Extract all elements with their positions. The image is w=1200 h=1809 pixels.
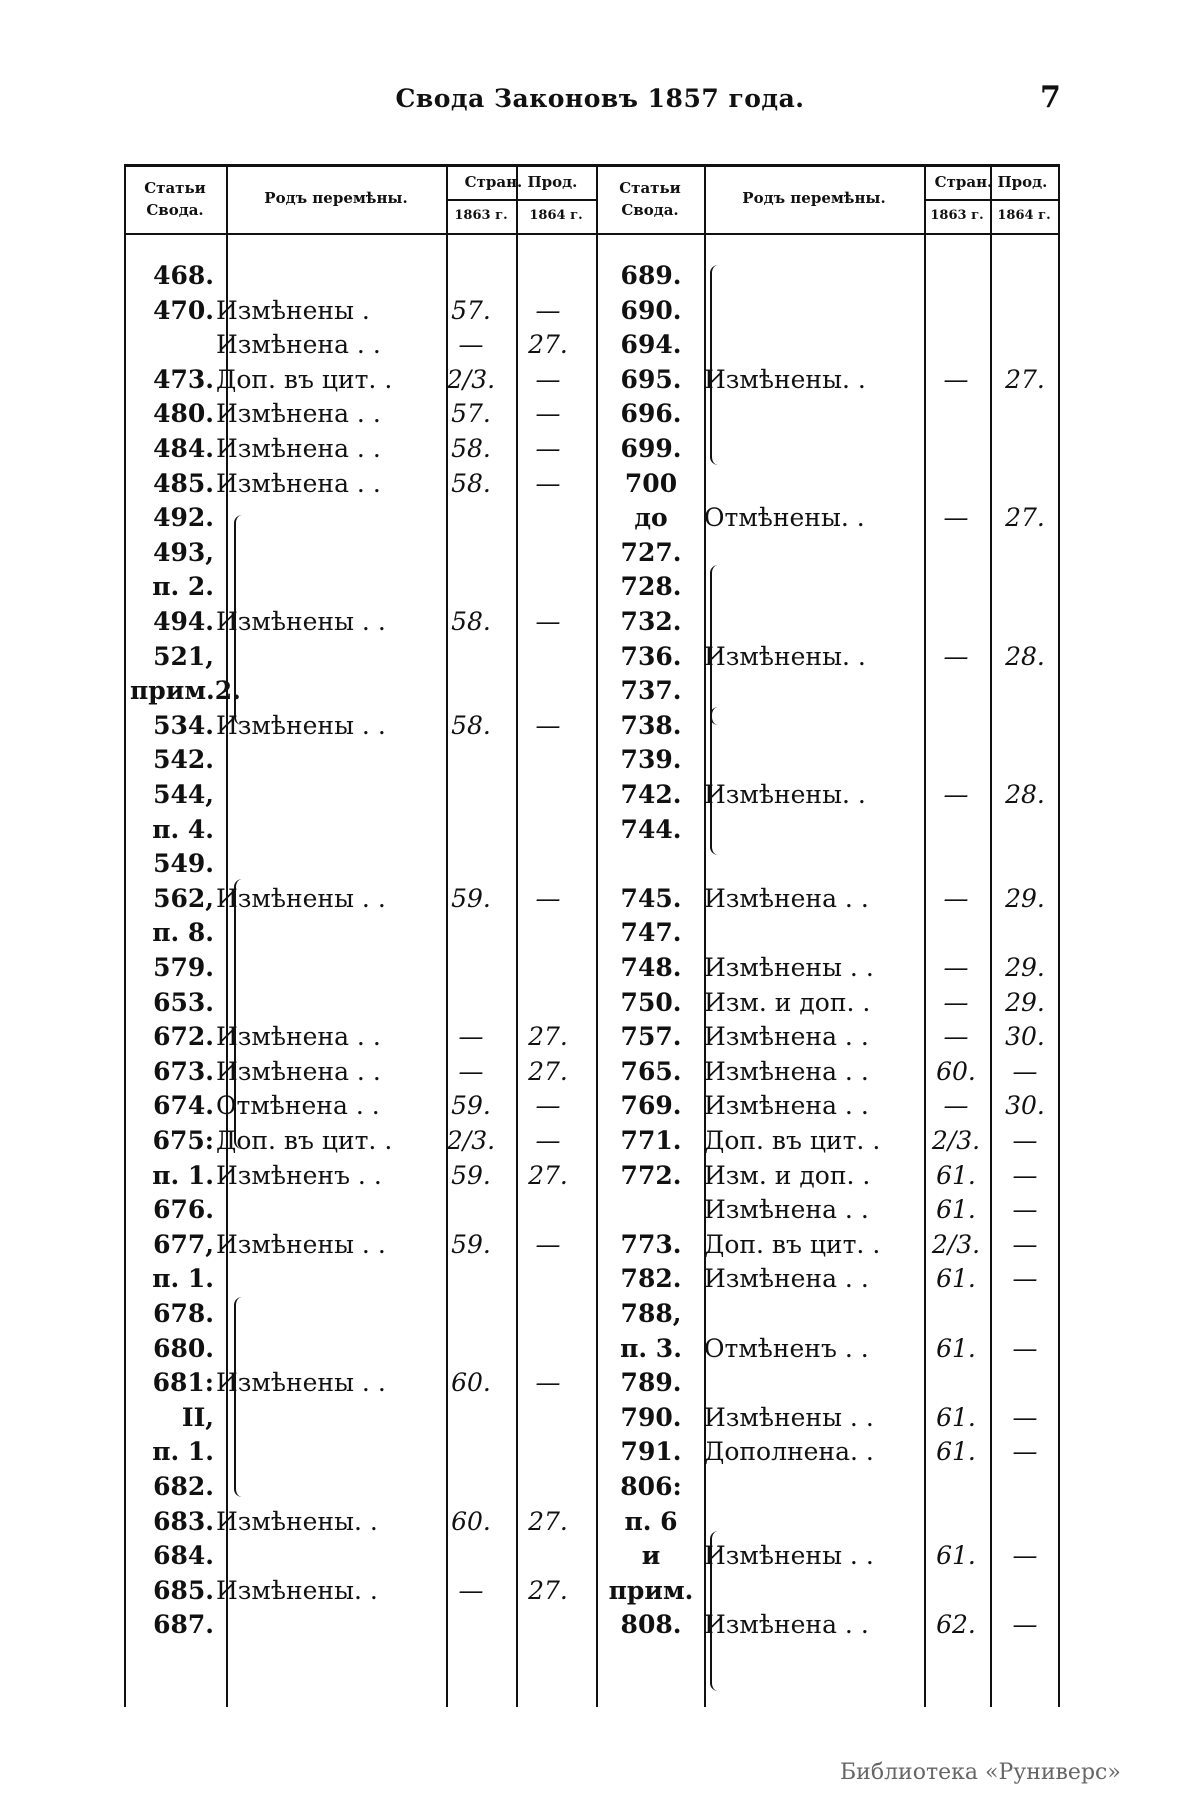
article-number-right: 690. bbox=[620, 295, 682, 325]
article-number-right: 773. bbox=[620, 1229, 682, 1259]
article-number-left: 685. bbox=[153, 1575, 214, 1605]
page-1863-right: 2/3. bbox=[931, 1126, 981, 1155]
table-row bbox=[124, 363, 1060, 397]
article-number-left: 684. bbox=[153, 1541, 214, 1571]
page-1864-right: 29. bbox=[1005, 987, 1045, 1017]
article-number-left: 480. bbox=[153, 399, 214, 429]
change-kind-left: Измѣнены. . bbox=[216, 1575, 378, 1605]
article-number-right: 806: bbox=[620, 1472, 682, 1501]
page-1863-right: 61. bbox=[936, 1437, 976, 1467]
page-1863-left: — bbox=[458, 1056, 484, 1086]
table-row bbox=[124, 1262, 1060, 1296]
article-number-right: 782. bbox=[620, 1264, 682, 1294]
page-number: 7 bbox=[1040, 80, 1061, 115]
article-number-left: 674. bbox=[153, 1091, 214, 1121]
article-number-left: 677, bbox=[153, 1229, 214, 1259]
page-1863-right: — bbox=[943, 503, 969, 533]
change-kind-right: Измѣнены. . bbox=[704, 641, 866, 671]
article-number-left: 468. bbox=[153, 261, 214, 290]
change-kind-left: Измѣнены . . bbox=[216, 607, 386, 636]
article-number-left: п. 8. bbox=[152, 918, 214, 948]
article-number-left: 579. bbox=[153, 953, 214, 982]
page-1864-right: — bbox=[1012, 1333, 1038, 1363]
article-number-right: 739. bbox=[620, 745, 682, 775]
article-number-right: 700 bbox=[624, 468, 678, 498]
article-number-left: 687. bbox=[153, 1610, 214, 1640]
article-number-left: 683. bbox=[153, 1506, 214, 1536]
article-number-right: 771. bbox=[620, 1126, 682, 1155]
article-number-right: 699. bbox=[620, 434, 682, 463]
page-1864-right: 28. bbox=[1005, 641, 1045, 671]
page-1863-right: — bbox=[943, 1022, 969, 1052]
article-number-right: п. 6 bbox=[624, 1506, 678, 1536]
page-1864-right: 29. bbox=[1005, 953, 1045, 982]
page-1864-right: 30. bbox=[1005, 1022, 1045, 1052]
article-number-right: 791. bbox=[620, 1437, 682, 1467]
page-1863-left: 59. bbox=[451, 883, 491, 913]
change-kind-left: Измѣненъ . . bbox=[216, 1160, 382, 1190]
change-kind-right: Измѣнена . . bbox=[704, 883, 869, 913]
page-1863-left: 57. bbox=[451, 295, 491, 325]
table-row bbox=[124, 1366, 1060, 1400]
page-1864-left: 27. bbox=[528, 1575, 568, 1605]
table-row bbox=[124, 1470, 1060, 1504]
change-kind-right: Изм. и доп. . bbox=[704, 1160, 871, 1190]
article-number-right: 738. bbox=[620, 710, 682, 740]
change-kind-left: Измѣнена . . bbox=[216, 1056, 381, 1086]
change-kind-left: Измѣнены . . bbox=[216, 1368, 386, 1398]
page-1863-right: 60. bbox=[936, 1056, 976, 1086]
page-1863-left: 60. bbox=[451, 1368, 491, 1398]
page-1864-left: — bbox=[535, 607, 561, 636]
page-1863-right: 61. bbox=[936, 1541, 976, 1571]
header-1863-left: 1863 г. bbox=[454, 208, 508, 223]
page-1864-right: — bbox=[1012, 1195, 1038, 1225]
table-row bbox=[124, 1401, 1060, 1435]
page-1863-right: — bbox=[943, 364, 969, 394]
page-1863-left: 59. bbox=[451, 1229, 491, 1259]
article-number-right: 695. bbox=[620, 364, 682, 394]
article-number-right: до bbox=[634, 503, 668, 533]
header-articles-left: Статьи Свода. bbox=[144, 179, 206, 219]
table-row bbox=[124, 847, 1060, 881]
change-kind-right: Измѣнена . . bbox=[704, 1022, 869, 1052]
header-articles-right: Статьи Свода. bbox=[619, 179, 681, 219]
page-1863-right: — bbox=[943, 953, 969, 982]
page-1864-right: — bbox=[1012, 1541, 1038, 1571]
changes-table bbox=[124, 164, 1060, 1707]
table-row bbox=[124, 1055, 1060, 1089]
table-row bbox=[124, 467, 1060, 501]
article-number-left: п. 1. bbox=[152, 1160, 214, 1190]
page-1864-right: — bbox=[1012, 1264, 1038, 1294]
page-1863-left: 58. bbox=[451, 434, 491, 463]
page-1864-left: — bbox=[535, 399, 561, 429]
article-number-left: п. 2. bbox=[152, 572, 214, 602]
table-row bbox=[124, 813, 1060, 847]
change-kind-right: Измѣнена . . bbox=[704, 1091, 869, 1121]
page-1864-left: — bbox=[535, 1229, 561, 1259]
header-1864-right: 1864 г. bbox=[997, 208, 1051, 223]
table-row bbox=[124, 1608, 1060, 1642]
page-1863-left: 2/3. bbox=[446, 1126, 496, 1155]
table-row bbox=[124, 1574, 1060, 1608]
article-number-right: 747. bbox=[620, 918, 682, 948]
change-kind-left: Измѣнены . . bbox=[216, 710, 386, 740]
page-1864-right: 27. bbox=[1005, 364, 1045, 394]
article-number-left: 521, bbox=[153, 641, 214, 671]
table-row bbox=[124, 1505, 1060, 1539]
header-kind-right: Родъ перемѣны. bbox=[742, 189, 886, 207]
page-1863-left: 58. bbox=[451, 710, 491, 740]
change-kind-left: Измѣнены . . bbox=[216, 1229, 386, 1259]
page-1864-left: 27. bbox=[528, 1160, 568, 1190]
page-1864-right: 28. bbox=[1005, 780, 1045, 809]
page-1864-right: — bbox=[1012, 1229, 1038, 1259]
article-number-left: прим.2. bbox=[130, 676, 241, 706]
page-1864-right: — bbox=[1012, 1437, 1038, 1467]
article-number-left: II, bbox=[181, 1402, 214, 1432]
article-number-left: 473. bbox=[153, 364, 214, 394]
change-kind-right: Измѣнены . . bbox=[704, 1541, 874, 1571]
table-row bbox=[124, 743, 1060, 777]
header-1863-right: 1863 г. bbox=[930, 208, 984, 223]
page-1864-left: — bbox=[535, 710, 561, 740]
change-kind-right: Измѣнены. . bbox=[704, 780, 866, 809]
article-number-right: 757. bbox=[620, 1022, 682, 1052]
page-1863-right: — bbox=[943, 1091, 969, 1121]
page-1864-left: — bbox=[535, 295, 561, 325]
change-kind-left: Измѣнена . . bbox=[216, 468, 381, 498]
library-watermark: Библиотека «Руниверс» bbox=[840, 1760, 1121, 1785]
table-row bbox=[124, 1297, 1060, 1331]
table-row bbox=[124, 605, 1060, 639]
page-1864-right: — bbox=[1012, 1402, 1038, 1432]
article-number-left: 672. bbox=[153, 1022, 214, 1052]
article-number-right: 728. bbox=[620, 572, 682, 602]
page-1864-left: — bbox=[535, 1368, 561, 1398]
table-row bbox=[124, 1124, 1060, 1158]
table-row bbox=[124, 570, 1060, 604]
change-kind-left: Измѣнены. . bbox=[216, 1506, 378, 1536]
page-1864-left: — bbox=[535, 434, 561, 463]
header-page-left: Стран. Прод. bbox=[464, 173, 578, 191]
article-number-right: 808. bbox=[620, 1610, 682, 1640]
article-number-right: и bbox=[641, 1541, 661, 1571]
page-1864-left: — bbox=[535, 883, 561, 913]
change-kind-right: Изм. и доп. . bbox=[704, 987, 871, 1017]
article-number-right: 769. bbox=[620, 1091, 682, 1121]
table-row bbox=[124, 432, 1060, 466]
article-number-left: 653. bbox=[153, 987, 214, 1017]
table-row bbox=[124, 259, 1060, 293]
page-1864-left: — bbox=[535, 364, 561, 394]
article-number-left: 678. bbox=[153, 1299, 214, 1328]
table-row bbox=[124, 1089, 1060, 1123]
change-kind-left: Отмѣнена . . bbox=[216, 1091, 380, 1121]
page-title: Свода Законовъ 1857 года. bbox=[395, 84, 805, 113]
article-number-right: прим. bbox=[608, 1575, 694, 1605]
article-number-left: 673. bbox=[153, 1056, 214, 1086]
change-kind-right: Отмѣненъ . . bbox=[704, 1333, 869, 1363]
article-number-left: 682. bbox=[153, 1472, 214, 1501]
article-number-right: п. 3. bbox=[620, 1333, 682, 1363]
page-1863-left: 58. bbox=[451, 607, 491, 636]
change-kind-left: Измѣнена . . bbox=[216, 434, 381, 463]
page-1864-left: — bbox=[535, 1126, 561, 1155]
article-number-right: 744. bbox=[620, 814, 682, 844]
article-number-left: 494. bbox=[153, 607, 214, 636]
page-1864-right: — bbox=[1012, 1056, 1038, 1086]
table-row bbox=[124, 1539, 1060, 1573]
change-kind-right: Отмѣнены. . bbox=[704, 503, 865, 533]
change-kind-left: Измѣнена . . bbox=[216, 399, 381, 429]
change-kind-left: Измѣнена . . bbox=[216, 1022, 381, 1052]
table-row bbox=[124, 640, 1060, 674]
article-number-right: 736. bbox=[620, 641, 682, 671]
table-row bbox=[124, 294, 1060, 328]
article-number-left: 676. bbox=[153, 1195, 214, 1225]
article-number-left: 534. bbox=[153, 710, 214, 740]
table-row bbox=[124, 709, 1060, 743]
page-1863-right: 61. bbox=[936, 1264, 976, 1294]
article-number-right: 745. bbox=[620, 883, 682, 913]
page-1863-right: — bbox=[943, 780, 969, 809]
page-header bbox=[0, 78, 1200, 118]
table-row bbox=[124, 1332, 1060, 1366]
article-number-right: 790. bbox=[620, 1402, 682, 1432]
table-row bbox=[124, 397, 1060, 431]
header-1864-left: 1864 г. bbox=[529, 208, 583, 223]
page-1863-right: 61. bbox=[936, 1333, 976, 1363]
article-number-right: 732. bbox=[620, 607, 682, 636]
table-row bbox=[124, 501, 1060, 535]
page-1863-right: 61. bbox=[936, 1402, 976, 1432]
change-kind-left: Измѣнены . . bbox=[216, 883, 386, 913]
article-number-left: 549. bbox=[153, 849, 214, 879]
page-1864-left: 27. bbox=[528, 330, 568, 360]
change-kind-right: Доп. въ цит. . bbox=[704, 1229, 881, 1259]
page-1864-right: — bbox=[1012, 1610, 1038, 1640]
article-number-right: 788, bbox=[620, 1299, 682, 1328]
article-number-left: 485. bbox=[153, 468, 214, 498]
change-kind-right: Измѣнена . . bbox=[704, 1195, 869, 1225]
article-number-left: 681: bbox=[152, 1368, 214, 1398]
page-1863-left: — bbox=[458, 1575, 484, 1605]
header-page-right: Стран. Прод. bbox=[934, 173, 1048, 191]
article-number-right: 748. bbox=[620, 953, 682, 982]
table-row bbox=[124, 1159, 1060, 1193]
table-row bbox=[124, 1193, 1060, 1227]
page-1864-right: 30. bbox=[1005, 1091, 1045, 1121]
article-number-right: 694. bbox=[620, 330, 682, 360]
article-number-left: 484. bbox=[153, 434, 214, 463]
page-1863-right: — bbox=[943, 641, 969, 671]
page-1863-left: — bbox=[458, 330, 484, 360]
article-number-left: 493, bbox=[153, 537, 214, 567]
page-1864-right: — bbox=[1012, 1160, 1038, 1190]
article-number-left: 542. bbox=[153, 745, 214, 775]
page-1864-left: 27. bbox=[528, 1056, 568, 1086]
article-number-right: 765. bbox=[620, 1056, 682, 1086]
table-row bbox=[124, 536, 1060, 570]
table-row bbox=[124, 778, 1060, 812]
change-kind-right: Измѣнены . . bbox=[704, 1402, 874, 1432]
page-1863-right: — bbox=[943, 987, 969, 1017]
page-1863-right: 62. bbox=[936, 1610, 976, 1640]
page-1864-left: 27. bbox=[528, 1506, 568, 1536]
page-1864-right: 27. bbox=[1005, 503, 1045, 533]
table-row bbox=[124, 328, 1060, 362]
page-1863-left: 60. bbox=[451, 1506, 491, 1536]
header-kind-left: Родъ перемѣны. bbox=[264, 189, 408, 207]
table-row bbox=[124, 916, 1060, 950]
article-number-left: 492. bbox=[153, 503, 214, 533]
change-kind-left: Измѣнены . bbox=[216, 295, 370, 325]
article-number-right: 689. bbox=[620, 261, 682, 290]
page-1863-left: 2/3. bbox=[446, 364, 496, 394]
page-1863-left: 57. bbox=[451, 399, 491, 429]
table-row bbox=[124, 986, 1060, 1020]
page-1864-left: — bbox=[535, 468, 561, 498]
article-number-right: 742. bbox=[620, 780, 682, 809]
article-number-right: 737. bbox=[620, 676, 682, 706]
page-1863-right: 61. bbox=[936, 1160, 976, 1190]
change-kind-right: Измѣнена . . bbox=[704, 1264, 869, 1294]
article-number-right: 772. bbox=[620, 1160, 682, 1190]
table-row bbox=[124, 674, 1060, 708]
page-1863-left: 58. bbox=[451, 468, 491, 498]
page-1863-right: 2/3. bbox=[931, 1229, 981, 1259]
page-1864-left: 27. bbox=[528, 1022, 568, 1052]
page-1863-right: — bbox=[943, 883, 969, 913]
article-number-left: п. 4. bbox=[152, 814, 214, 844]
change-kind-right: Дополнена. . bbox=[704, 1437, 874, 1467]
change-kind-right: Измѣнена . . bbox=[704, 1610, 869, 1640]
article-number-right: 696. bbox=[620, 399, 682, 429]
page-1863-left: 59. bbox=[451, 1091, 491, 1121]
article-number-left: п. 1. bbox=[152, 1437, 214, 1467]
article-number-right: 750. bbox=[620, 987, 682, 1017]
change-kind-left: Доп. въ цит. . bbox=[216, 364, 393, 394]
page-1863-left: 59. bbox=[451, 1160, 491, 1190]
table-row bbox=[124, 882, 1060, 916]
change-kind-right: Измѣнена . . bbox=[704, 1056, 869, 1086]
change-kind-right: Измѣнены . . bbox=[704, 953, 874, 982]
article-number-left: 675: bbox=[152, 1126, 214, 1155]
article-number-left: 562, bbox=[153, 883, 214, 913]
page-1863-left: — bbox=[458, 1022, 484, 1052]
article-number-left: п. 1. bbox=[152, 1264, 214, 1294]
page-1864-right: — bbox=[1012, 1126, 1038, 1155]
page-1863-right: 61. bbox=[936, 1195, 976, 1225]
table-row bbox=[124, 1228, 1060, 1262]
change-kind-left: Доп. въ цит. . bbox=[216, 1126, 393, 1155]
change-kind-left: Измѣнена . . bbox=[216, 330, 381, 360]
table-row bbox=[124, 1020, 1060, 1054]
page-1864-right: 29. bbox=[1005, 883, 1045, 913]
article-number-right: 789. bbox=[620, 1368, 682, 1398]
change-kind-right: Измѣнены. . bbox=[704, 364, 866, 394]
table-row bbox=[124, 951, 1060, 985]
article-number-left: 680. bbox=[153, 1333, 214, 1363]
article-number-left: 470. bbox=[153, 295, 214, 325]
article-number-right: 727. bbox=[620, 537, 682, 567]
table-row bbox=[124, 1435, 1060, 1469]
article-number-left: 544, bbox=[153, 780, 214, 809]
change-kind-right: Доп. въ цит. . bbox=[704, 1126, 881, 1155]
page-1864-left: — bbox=[535, 1091, 561, 1121]
